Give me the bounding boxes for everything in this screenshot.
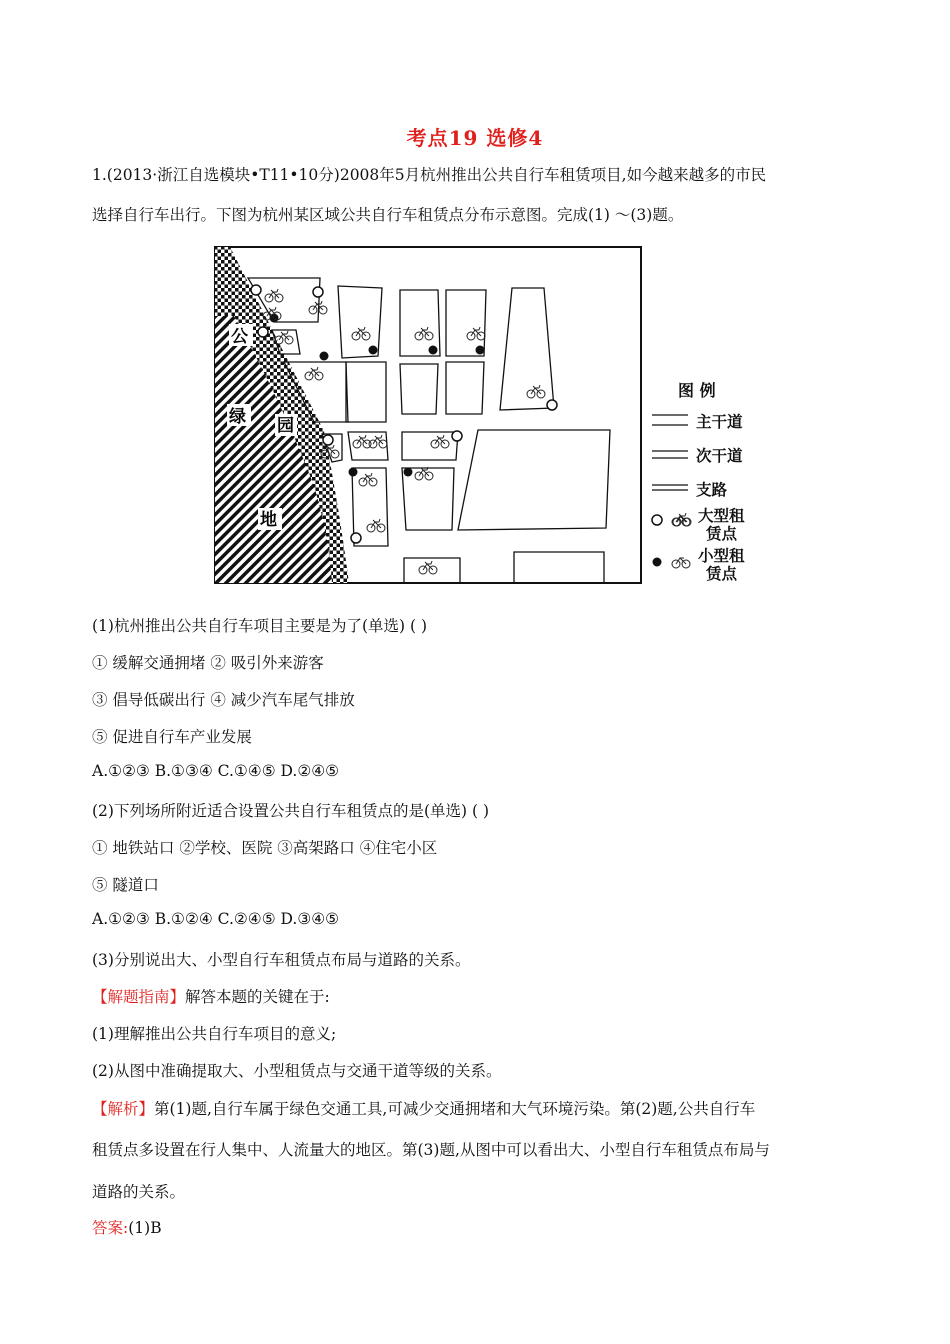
answer-text: (1)B (128, 1219, 162, 1237)
legend-large-station-symbol (650, 512, 694, 528)
large-station-circle-icon (547, 400, 557, 410)
bike-station-map (214, 246, 642, 584)
large-station-circle-icon (452, 431, 462, 441)
legend-title: 图 例 (678, 381, 716, 400)
answer-tag: 答案: (92, 1219, 129, 1237)
question-1-options-a: ① 缓解交通拥堵 ② 吸引外来游客 (92, 654, 324, 672)
analysis-tag: 【解析】 (92, 1100, 155, 1118)
large-station-circle-icon (313, 287, 323, 297)
question-1: (1)杭州推出公共自行车项目主要是为了(单选) ( ) (92, 617, 427, 635)
map-legend (648, 378, 788, 588)
small-station-dot-icon (476, 346, 485, 355)
small-station-dot-icon (404, 468, 413, 477)
legend-branch-road: 支路 (696, 480, 728, 499)
guide-text: 解答本题的关键在于: (185, 988, 330, 1006)
answer-line (92, 1216, 162, 1238)
analysis-line-1 (92, 1097, 755, 1119)
analysis-line-2: 租赁点多设置在行人集中、人流量大的地区。第(3)题,从图中可以看出大、小型自行车租赁点布局与 (92, 1141, 770, 1159)
question-1-options-c: ⑤ 促进自行车产业发展 (92, 728, 252, 746)
page-title: 考点19 选修4 (406, 126, 544, 150)
park-label-yuan: 园 (277, 416, 294, 436)
analysis-text-1: 第(1)题,自行车属于绿色交通工具,可减少交通拥堵和大气环境污染。第(2)题,公共自行车 (154, 1100, 756, 1118)
guide-tag: 【解题指南】 (92, 988, 186, 1006)
small-station-dot-icon (429, 346, 438, 355)
guide-paragraph (92, 985, 330, 1007)
guide-point-1: (1)理解推出公共自行车项目的意义; (92, 1025, 337, 1043)
small-station-dot-icon (320, 352, 329, 361)
legend-main-road: 主干道 (696, 412, 743, 431)
branch-road-symbol (652, 484, 692, 492)
large-station-circle-icon (251, 285, 261, 295)
question-intro-line-2: 选择自行车出行。下图为杭州某区域公共自行车租赁点分布示意图。完成(1) ～(3)题。 (92, 206, 684, 224)
question-intro-line-1: 1.(2013·浙江自选模块•T11•10分)2008年5月杭州推出公共自行车租赁项目,如今越来越多的市民 (92, 166, 767, 184)
question-3: (3)分别说出大、小型自行车租赁点布局与道路的关系。 (92, 951, 471, 969)
legend-small-station-symbol (650, 554, 694, 570)
small-station-dot-icon (369, 346, 378, 355)
question-2: (2)下列场所附近适合设置公共自行车租赁点的是(单选) ( ) (92, 802, 489, 820)
large-station-circle-icon (323, 435, 333, 445)
question-1-options-b: ③ 倡导低碳出行 ④ 减少汽车尾气排放 (92, 691, 355, 709)
main-road-symbol (652, 414, 692, 426)
large-station-circle-icon (351, 533, 361, 543)
guide-point-2: (2)从图中准确提取大、小型租赁点与交通干道等级的关系。 (92, 1062, 502, 1080)
question-2-options-a: ① 地铁站口 ②学校、医院 ③高架路口 ④住宅小区 (92, 839, 438, 857)
legend-small-station-1: 小型租 (698, 546, 745, 565)
park-label-gong: 公 (231, 327, 248, 347)
question-2-options-b: ⑤ 隧道口 (92, 876, 159, 894)
legend-small-station-2: 赁点 (706, 564, 738, 583)
legend-secondary-road: 次干道 (696, 446, 743, 465)
secondary-road-symbol (652, 450, 692, 460)
legend-large-station-2: 赁点 (706, 524, 738, 543)
small-station-dot-icon (349, 468, 358, 477)
question-2-choices: A.①②③ B.①②④ C.②④⑤ D.③④⑤ (92, 910, 340, 928)
park-label-di: 地 (260, 510, 277, 530)
park-label-lv: 绿 (229, 407, 246, 427)
question-1-choices: A.①②③ B.①③④ C.①④⑤ D.②④⑤ (92, 762, 340, 780)
large-station-circle-icon (258, 327, 268, 337)
analysis-line-3: 道路的关系。 (92, 1183, 186, 1201)
legend-large-station-1: 大型租 (698, 506, 745, 525)
